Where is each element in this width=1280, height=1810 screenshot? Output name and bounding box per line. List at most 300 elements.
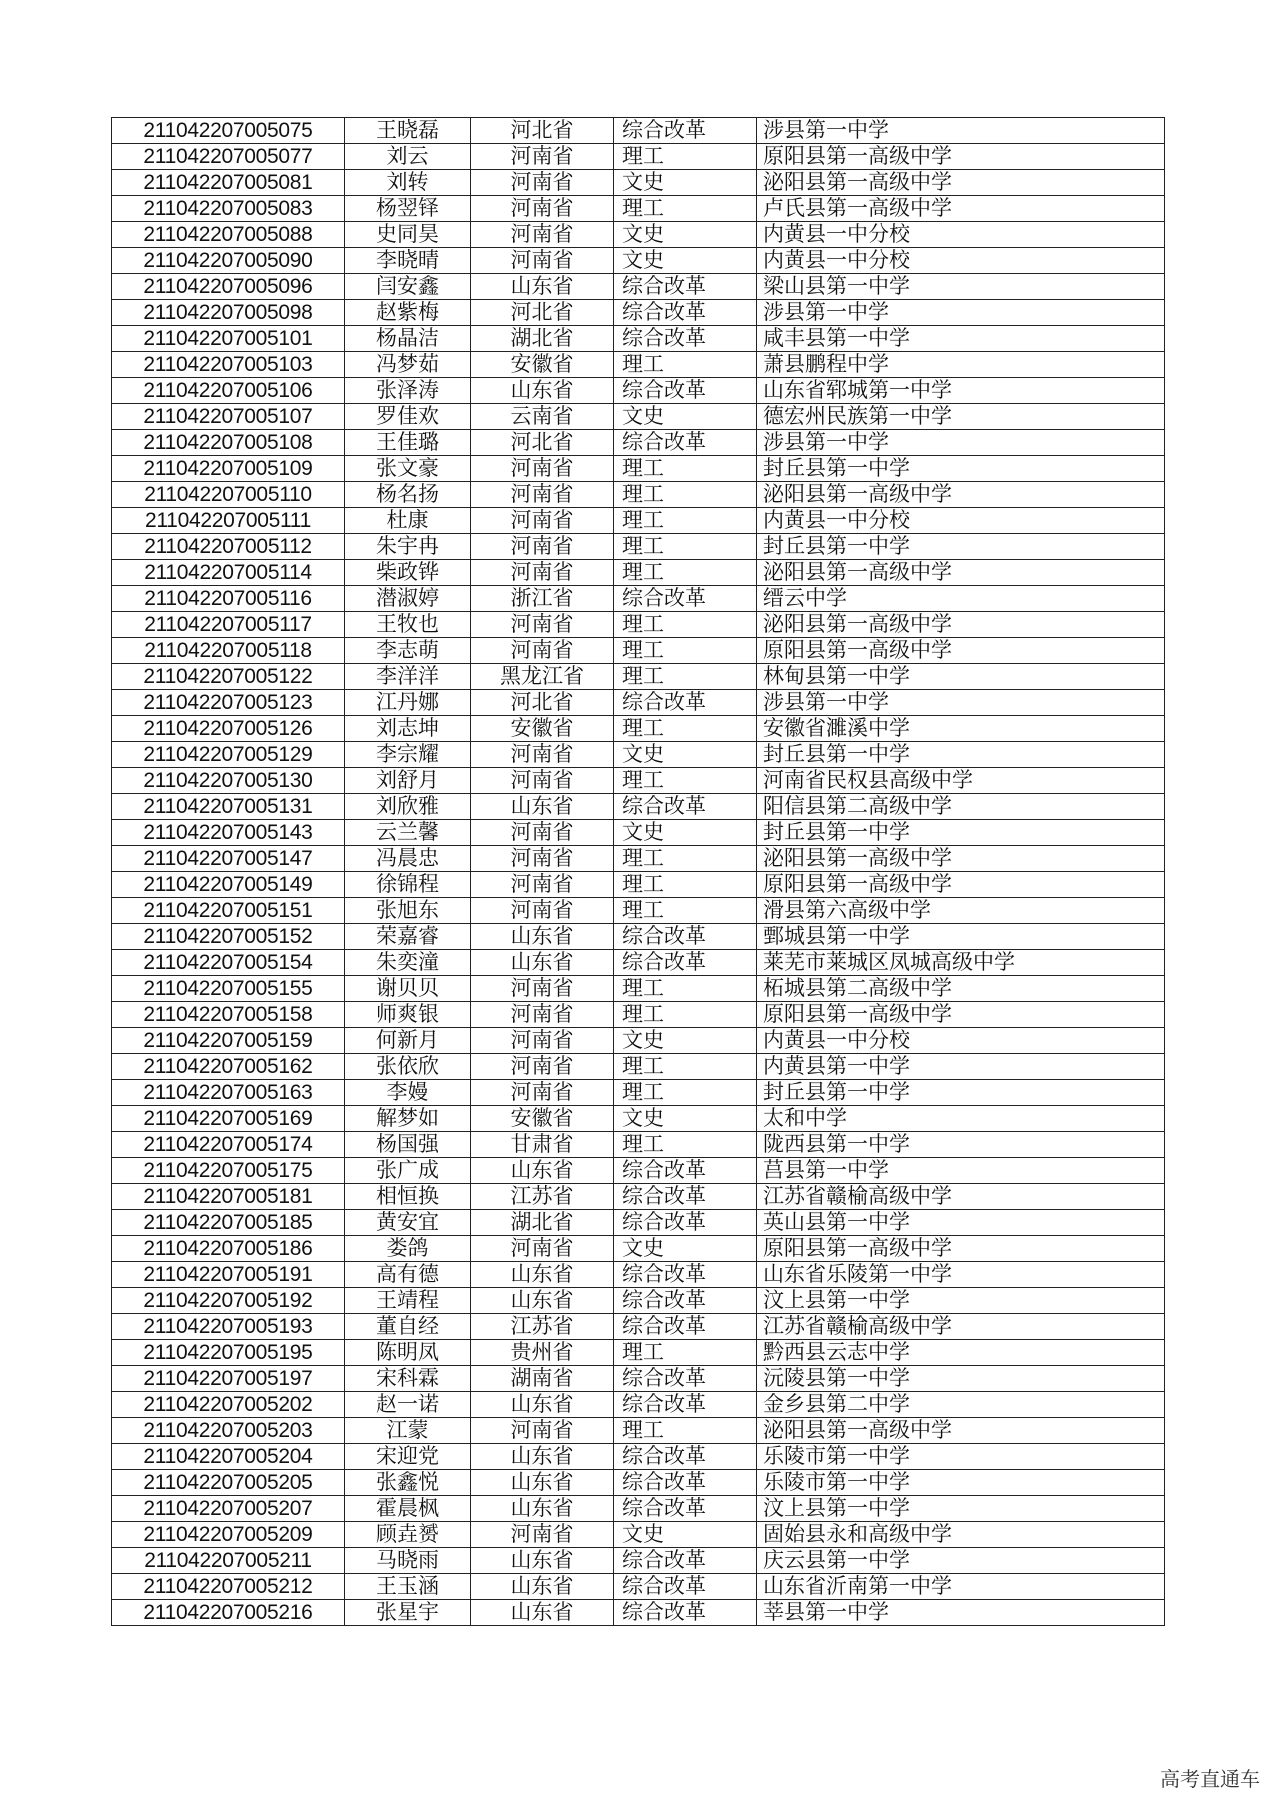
student-name-cell: 王牧也: [345, 612, 471, 638]
school-cell: 固始县永和高级中学: [757, 1522, 1165, 1548]
category-cell: 综合改革: [614, 1366, 757, 1392]
candidate-id-cell: 211042207005203: [112, 1418, 345, 1444]
school-cell: 涉县第一中学: [757, 430, 1165, 456]
category-cell: 综合改革: [614, 1574, 757, 1600]
category-cell: 理工: [614, 144, 757, 170]
category-cell: 综合改革: [614, 1288, 757, 1314]
candidate-id-cell: 211042207005193: [112, 1314, 345, 1340]
student-name-cell: 王佳璐: [345, 430, 471, 456]
province-cell: 河南省: [471, 560, 614, 586]
student-name-cell: 赵一诺: [345, 1392, 471, 1418]
school-cell: 泌阳县第一高级中学: [757, 170, 1165, 196]
candidate-id-cell: 211042207005081: [112, 170, 345, 196]
candidate-id-cell: 211042207005106: [112, 378, 345, 404]
category-cell: 理工: [614, 612, 757, 638]
student-name-cell: 朱宇冉: [345, 534, 471, 560]
candidate-id-cell: 211042207005162: [112, 1054, 345, 1080]
student-name-cell: 杨国强: [345, 1132, 471, 1158]
category-cell: 综合改革: [614, 274, 757, 300]
school-cell: 山东省郓城第一中学: [757, 378, 1165, 404]
student-name-cell: 刘转: [345, 170, 471, 196]
province-cell: 湖南省: [471, 1366, 614, 1392]
school-cell: 沅陵县第一中学: [757, 1366, 1165, 1392]
candidate-id-cell: 211042207005181: [112, 1184, 345, 1210]
table-row: [112, 898, 1165, 924]
table-row: [112, 1054, 1165, 1080]
school-cell: 原阳县第一高级中学: [757, 144, 1165, 170]
table-row: [112, 274, 1165, 300]
province-cell: 云南省: [471, 404, 614, 430]
table-row: [112, 326, 1165, 352]
category-cell: 理工: [614, 482, 757, 508]
table-row: [112, 170, 1165, 196]
category-cell: 理工: [614, 196, 757, 222]
school-cell: 山东省乐陵第一中学: [757, 1262, 1165, 1288]
student-name-cell: 赵紫梅: [345, 300, 471, 326]
category-cell: 综合改革: [614, 300, 757, 326]
category-cell: 理工: [614, 534, 757, 560]
category-cell: 文史: [614, 404, 757, 430]
category-cell: 综合改革: [614, 378, 757, 404]
student-name-cell: 张依欣: [345, 1054, 471, 1080]
province-cell: 河南省: [471, 1002, 614, 1028]
candidate-id-cell: 211042207005202: [112, 1392, 345, 1418]
student-name-cell: 冯梦茹: [345, 352, 471, 378]
student-name-cell: 罗佳欢: [345, 404, 471, 430]
candidate-id-cell: 211042207005123: [112, 690, 345, 716]
school-cell: 内黄县一中分校: [757, 222, 1165, 248]
category-cell: 综合改革: [614, 1548, 757, 1574]
table-row: [112, 144, 1165, 170]
student-name-cell: 刘云: [345, 144, 471, 170]
candidate-id-cell: 211042207005110: [112, 482, 345, 508]
student-name-cell: 李志萌: [345, 638, 471, 664]
category-cell: 综合改革: [614, 690, 757, 716]
province-cell: 山东省: [471, 1392, 614, 1418]
province-cell: 河南省: [471, 1080, 614, 1106]
candidate-id-cell: 211042207005185: [112, 1210, 345, 1236]
province-cell: 山东省: [471, 1262, 614, 1288]
category-cell: 理工: [614, 898, 757, 924]
table-row: [112, 1080, 1165, 1106]
school-cell: 金乡县第二中学: [757, 1392, 1165, 1418]
student-name-cell: 杜康: [345, 508, 471, 534]
table-row: [112, 1106, 1165, 1132]
category-cell: 理工: [614, 768, 757, 794]
province-cell: 浙江省: [471, 586, 614, 612]
school-cell: 江苏省赣榆高级中学: [757, 1314, 1165, 1340]
category-cell: 理工: [614, 664, 757, 690]
school-cell: 汶上县第一中学: [757, 1288, 1165, 1314]
category-cell: 理工: [614, 872, 757, 898]
table-body: [112, 118, 1165, 1626]
table-row: [112, 404, 1165, 430]
category-cell: 综合改革: [614, 1600, 757, 1626]
category-cell: 综合改革: [614, 1470, 757, 1496]
candidate-id-cell: 211042207005077: [112, 144, 345, 170]
school-cell: 涉县第一中学: [757, 118, 1165, 144]
school-cell: 庆云县第一中学: [757, 1548, 1165, 1574]
school-cell: 泌阳县第一高级中学: [757, 1418, 1165, 1444]
candidate-id-cell: 211042207005112: [112, 534, 345, 560]
school-cell: 原阳县第一高级中学: [757, 1002, 1165, 1028]
category-cell: 理工: [614, 976, 757, 1002]
candidate-id-cell: 211042207005075: [112, 118, 345, 144]
table-row: [112, 300, 1165, 326]
candidate-id-cell: 211042207005126: [112, 716, 345, 742]
table-row: [112, 196, 1165, 222]
table-row: [112, 1444, 1165, 1470]
student-name-cell: 霍晨枫: [345, 1496, 471, 1522]
student-name-cell: 张广成: [345, 1158, 471, 1184]
table-row: [112, 1288, 1165, 1314]
category-cell: 文史: [614, 248, 757, 274]
table-row: [112, 820, 1165, 846]
province-cell: 河南省: [471, 534, 614, 560]
candidate-id-cell: 211042207005129: [112, 742, 345, 768]
category-cell: 理工: [614, 1340, 757, 1366]
province-cell: 河南省: [471, 248, 614, 274]
province-cell: 黑龙江省: [471, 664, 614, 690]
candidate-id-cell: 211042207005114: [112, 560, 345, 586]
table-row: [112, 924, 1165, 950]
candidate-id-cell: 211042207005108: [112, 430, 345, 456]
category-cell: 综合改革: [614, 950, 757, 976]
student-name-cell: 王玉涵: [345, 1574, 471, 1600]
candidate-id-cell: 211042207005207: [112, 1496, 345, 1522]
student-name-cell: 潜淑婷: [345, 586, 471, 612]
candidate-id-cell: 211042207005118: [112, 638, 345, 664]
table-row: [112, 1002, 1165, 1028]
school-cell: 莒县第一中学: [757, 1158, 1165, 1184]
student-name-cell: 朱奕潼: [345, 950, 471, 976]
candidate-id-cell: 211042207005197: [112, 1366, 345, 1392]
candidate-id-cell: 211042207005174: [112, 1132, 345, 1158]
province-cell: 河南省: [471, 482, 614, 508]
province-cell: 河南省: [471, 846, 614, 872]
province-cell: 山东省: [471, 1548, 614, 1574]
student-name-cell: 闫安鑫: [345, 274, 471, 300]
school-cell: 内黄县一中分校: [757, 508, 1165, 534]
student-name-cell: 顾垚赟: [345, 1522, 471, 1548]
candidate-id-cell: 211042207005098: [112, 300, 345, 326]
table-row: [112, 768, 1165, 794]
table-row: [112, 846, 1165, 872]
province-cell: 贵州省: [471, 1340, 614, 1366]
category-cell: 理工: [614, 846, 757, 872]
category-cell: 综合改革: [614, 326, 757, 352]
table-row: [112, 1158, 1165, 1184]
school-cell: 汶上县第一中学: [757, 1496, 1165, 1522]
province-cell: 河南省: [471, 1236, 614, 1262]
student-name-cell: 李嫚: [345, 1080, 471, 1106]
category-cell: 综合改革: [614, 1314, 757, 1340]
table-row: [112, 690, 1165, 716]
candidate-id-cell: 211042207005088: [112, 222, 345, 248]
province-cell: 河北省: [471, 430, 614, 456]
student-name-cell: 何新月: [345, 1028, 471, 1054]
table-row: [112, 1418, 1165, 1444]
category-cell: 综合改革: [614, 430, 757, 456]
school-cell: 梁山县第一中学: [757, 274, 1165, 300]
school-cell: 黔西县云志中学: [757, 1340, 1165, 1366]
school-cell: 滑县第六高级中学: [757, 898, 1165, 924]
student-name-cell: 张鑫悦: [345, 1470, 471, 1496]
table-row: [112, 1184, 1165, 1210]
table-row: [112, 456, 1165, 482]
candidate-id-cell: 211042207005204: [112, 1444, 345, 1470]
school-cell: 莱芜市莱城区凤城高级中学: [757, 950, 1165, 976]
school-cell: 林甸县第一中学: [757, 664, 1165, 690]
table-row: [112, 1600, 1165, 1626]
category-cell: 综合改革: [614, 924, 757, 950]
province-cell: 河北省: [471, 300, 614, 326]
province-cell: 河南省: [471, 612, 614, 638]
school-cell: 咸丰县第一中学: [757, 326, 1165, 352]
province-cell: 河北省: [471, 690, 614, 716]
table-row: [112, 1340, 1165, 1366]
province-cell: 安徽省: [471, 1106, 614, 1132]
school-cell: 封丘县第一中学: [757, 534, 1165, 560]
school-cell: 萧县鹏程中学: [757, 352, 1165, 378]
category-cell: 文史: [614, 820, 757, 846]
school-cell: 内黄县第一中学: [757, 1054, 1165, 1080]
category-cell: 理工: [614, 560, 757, 586]
student-name-cell: 师爽银: [345, 1002, 471, 1028]
student-name-cell: 李宗耀: [345, 742, 471, 768]
candidate-id-cell: 211042207005169: [112, 1106, 345, 1132]
student-name-cell: 王晓磊: [345, 118, 471, 144]
category-cell: 综合改革: [614, 794, 757, 820]
category-cell: 理工: [614, 716, 757, 742]
category-cell: 综合改革: [614, 1392, 757, 1418]
province-cell: 山东省: [471, 1288, 614, 1314]
category-cell: 综合改革: [614, 118, 757, 144]
student-name-cell: 徐锦程: [345, 872, 471, 898]
candidate-id-cell: 211042207005143: [112, 820, 345, 846]
province-cell: 山东省: [471, 1158, 614, 1184]
province-cell: 河南省: [471, 1418, 614, 1444]
table-row: [112, 352, 1165, 378]
school-cell: 莘县第一中学: [757, 1600, 1165, 1626]
student-name-cell: 江丹娜: [345, 690, 471, 716]
student-name-cell: 荣嘉睿: [345, 924, 471, 950]
candidate-id-cell: 211042207005163: [112, 1080, 345, 1106]
category-cell: 文史: [614, 170, 757, 196]
table-row: [112, 534, 1165, 560]
school-cell: 德宏州民族第一中学: [757, 404, 1165, 430]
student-name-cell: 张文豪: [345, 456, 471, 482]
table-row: [112, 794, 1165, 820]
category-cell: 综合改革: [614, 1496, 757, 1522]
category-cell: 理工: [614, 1002, 757, 1028]
category-cell: 文史: [614, 222, 757, 248]
table-row: [112, 508, 1165, 534]
table-row: [112, 118, 1165, 144]
student-name-cell: 柴政铧: [345, 560, 471, 586]
candidate-id-cell: 211042207005192: [112, 1288, 345, 1314]
school-cell: 内黄县一中分校: [757, 1028, 1165, 1054]
student-name-cell: 解梦如: [345, 1106, 471, 1132]
province-cell: 湖北省: [471, 1210, 614, 1236]
province-cell: 江苏省: [471, 1184, 614, 1210]
category-cell: 综合改革: [614, 1184, 757, 1210]
student-name-cell: 马晓雨: [345, 1548, 471, 1574]
province-cell: 山东省: [471, 378, 614, 404]
province-cell: 河南省: [471, 1054, 614, 1080]
student-name-cell: 刘欣雅: [345, 794, 471, 820]
table-row: [112, 612, 1165, 638]
candidate-id-cell: 211042207005111: [112, 508, 345, 534]
school-cell: 原阳县第一高级中学: [757, 872, 1165, 898]
candidate-id-cell: 211042207005195: [112, 1340, 345, 1366]
student-name-cell: 陈明凤: [345, 1340, 471, 1366]
category-cell: 理工: [614, 1080, 757, 1106]
category-cell: 文史: [614, 1522, 757, 1548]
school-cell: 卢氏县第一高级中学: [757, 196, 1165, 222]
table-row: [112, 430, 1165, 456]
school-cell: 山东省沂南第一中学: [757, 1574, 1165, 1600]
student-name-cell: 刘舒月: [345, 768, 471, 794]
province-cell: 安徽省: [471, 352, 614, 378]
student-name-cell: 张旭东: [345, 898, 471, 924]
table-row: [112, 482, 1165, 508]
school-cell: 封丘县第一中学: [757, 456, 1165, 482]
category-cell: 理工: [614, 1054, 757, 1080]
category-cell: 综合改革: [614, 586, 757, 612]
student-name-cell: 江蒙: [345, 1418, 471, 1444]
table-row: [112, 1132, 1165, 1158]
table-row: [112, 1210, 1165, 1236]
candidate-id-cell: 211042207005191: [112, 1262, 345, 1288]
province-cell: 甘肃省: [471, 1132, 614, 1158]
candidate-id-cell: 211042207005109: [112, 456, 345, 482]
candidate-id-cell: 211042207005090: [112, 248, 345, 274]
candidate-id-cell: 211042207005151: [112, 898, 345, 924]
student-name-cell: 云兰馨: [345, 820, 471, 846]
province-cell: 河南省: [471, 638, 614, 664]
table-row: [112, 638, 1165, 664]
candidate-id-cell: 211042207005130: [112, 768, 345, 794]
table-row: [112, 560, 1165, 586]
table-row: [112, 1392, 1165, 1418]
student-name-cell: 杨名扬: [345, 482, 471, 508]
school-cell: 内黄县一中分校: [757, 248, 1165, 274]
school-cell: 原阳县第一高级中学: [757, 638, 1165, 664]
school-cell: 安徽省濉溪中学: [757, 716, 1165, 742]
school-cell: 乐陵市第一中学: [757, 1444, 1165, 1470]
candidate-id-cell: 211042207005122: [112, 664, 345, 690]
province-cell: 河南省: [471, 820, 614, 846]
table-row: [112, 222, 1165, 248]
table-row: [112, 1366, 1165, 1392]
table-row: [112, 1548, 1165, 1574]
candidate-id-cell: 211042207005186: [112, 1236, 345, 1262]
candidate-id-cell: 211042207005116: [112, 586, 345, 612]
category-cell: 理工: [614, 1132, 757, 1158]
candidate-id-cell: 211042207005131: [112, 794, 345, 820]
category-cell: 综合改革: [614, 1158, 757, 1184]
student-name-cell: 杨翌铎: [345, 196, 471, 222]
school-cell: 河南省民权县高级中学: [757, 768, 1165, 794]
province-cell: 安徽省: [471, 716, 614, 742]
province-cell: 河南省: [471, 222, 614, 248]
province-cell: 河南省: [471, 144, 614, 170]
province-cell: 河南省: [471, 1522, 614, 1548]
candidate-id-cell: 211042207005211: [112, 1548, 345, 1574]
category-cell: 文史: [614, 742, 757, 768]
candidate-id-cell: 211042207005175: [112, 1158, 345, 1184]
table-row: [112, 742, 1165, 768]
school-cell: 阳信县第二高级中学: [757, 794, 1165, 820]
candidate-id-cell: 211042207005117: [112, 612, 345, 638]
table-row: [112, 248, 1165, 274]
school-cell: 封丘县第一中学: [757, 820, 1165, 846]
school-cell: 封丘县第一中学: [757, 742, 1165, 768]
school-cell: 泌阳县第一高级中学: [757, 560, 1165, 586]
school-cell: 涉县第一中学: [757, 690, 1165, 716]
province-cell: 山东省: [471, 1444, 614, 1470]
category-cell: 理工: [614, 456, 757, 482]
province-cell: 河南省: [471, 742, 614, 768]
table-row: [112, 1470, 1165, 1496]
candidate-id-cell: 211042207005216: [112, 1600, 345, 1626]
school-cell: 鄄城县第一中学: [757, 924, 1165, 950]
school-cell: 泌阳县第一高级中学: [757, 846, 1165, 872]
student-name-cell: 李晓晴: [345, 248, 471, 274]
table-row: [112, 950, 1165, 976]
candidate-id-cell: 211042207005096: [112, 274, 345, 300]
school-cell: 江苏省赣榆高级中学: [757, 1184, 1165, 1210]
province-cell: 山东省: [471, 1574, 614, 1600]
student-name-cell: 刘志坤: [345, 716, 471, 742]
province-cell: 山东省: [471, 950, 614, 976]
school-cell: 缙云中学: [757, 586, 1165, 612]
candidate-id-cell: 211042207005107: [112, 404, 345, 430]
student-name-cell: 宋迎党: [345, 1444, 471, 1470]
category-cell: 综合改革: [614, 1210, 757, 1236]
watermark-text: 高考直通车: [1160, 1767, 1260, 1791]
category-cell: 理工: [614, 508, 757, 534]
student-name-cell: 冯晨忠: [345, 846, 471, 872]
candidate-id-cell: 211042207005101: [112, 326, 345, 352]
school-cell: 柘城县第二高级中学: [757, 976, 1165, 1002]
province-cell: 河南省: [471, 1028, 614, 1054]
province-cell: 河北省: [471, 118, 614, 144]
table-row: [112, 586, 1165, 612]
table-row: [112, 1496, 1165, 1522]
province-cell: 山东省: [471, 794, 614, 820]
school-cell: 封丘县第一中学: [757, 1080, 1165, 1106]
student-name-cell: 宋科霖: [345, 1366, 471, 1392]
candidate-id-cell: 211042207005155: [112, 976, 345, 1002]
candidate-id-cell: 211042207005152: [112, 924, 345, 950]
admission-list-table: [111, 117, 1165, 1626]
candidate-id-cell: 211042207005083: [112, 196, 345, 222]
province-cell: 湖北省: [471, 326, 614, 352]
candidate-id-cell: 211042207005147: [112, 846, 345, 872]
school-cell: 陇西县第一中学: [757, 1132, 1165, 1158]
school-cell: 泌阳县第一高级中学: [757, 612, 1165, 638]
province-cell: 河南省: [471, 170, 614, 196]
student-name-cell: 张星宇: [345, 1600, 471, 1626]
province-cell: 河南省: [471, 196, 614, 222]
student-name-cell: 史同昊: [345, 222, 471, 248]
category-cell: 理工: [614, 1418, 757, 1444]
candidate-id-cell: 211042207005158: [112, 1002, 345, 1028]
student-name-cell: 黄安宜: [345, 1210, 471, 1236]
school-cell: 涉县第一中学: [757, 300, 1165, 326]
